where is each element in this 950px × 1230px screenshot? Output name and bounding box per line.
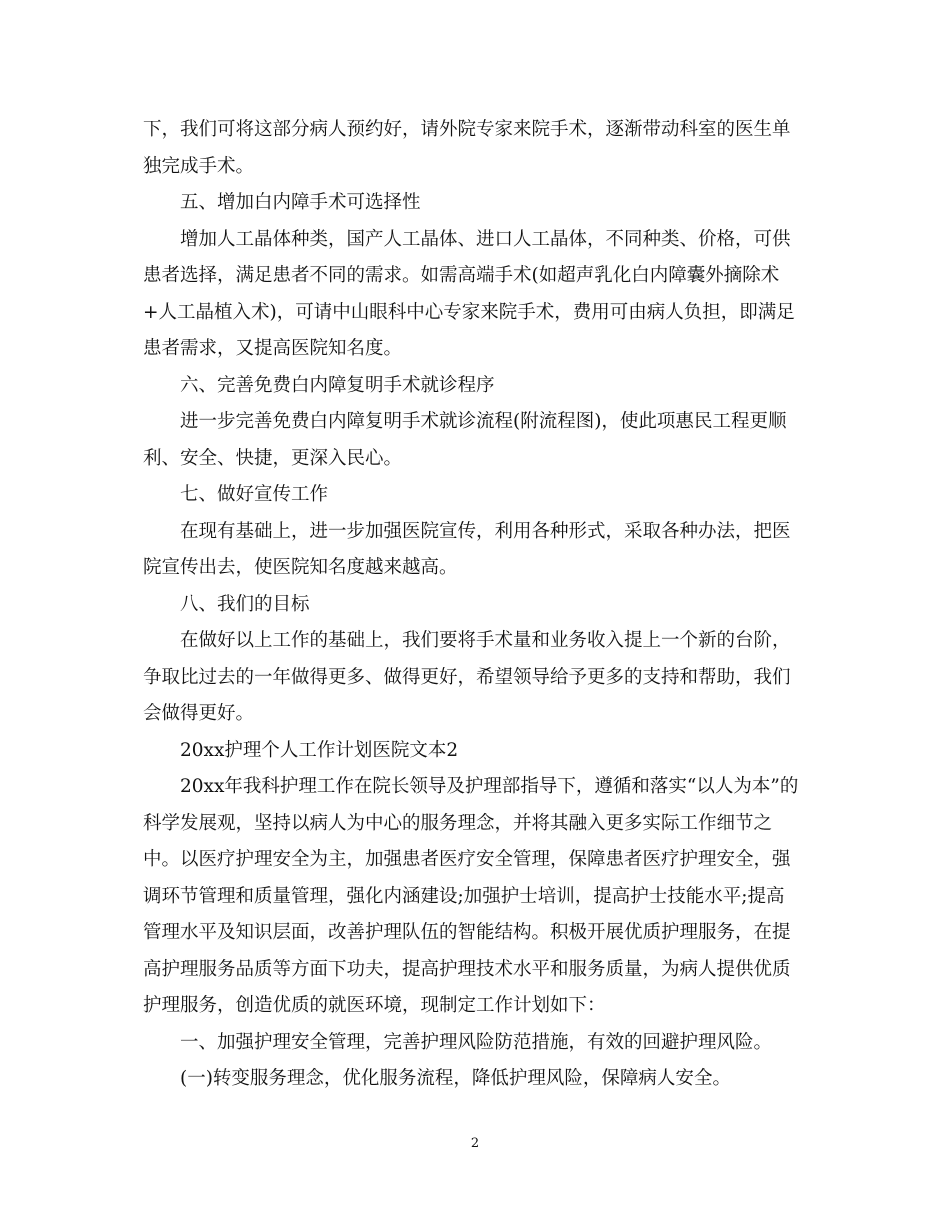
document-body [143, 112, 803, 1098]
text-line: 调环节管理和质量管理，强化内涵建设;加强护士培训，提高护士技能水平;提高 [143, 885, 785, 907]
text-line: 护理服务，创造优质的就医环境，现制定工作计划如下： [143, 995, 606, 1016]
text-line: 20xx护理个人工作计划医院文本2 [180, 739, 459, 761]
text-line: 管理水平及知识层面，改善护理队伍的智能结构。积极开展优质护理服务，在提 [143, 922, 791, 943]
text-line: 在现有基础上，进一步加强医院宣传，利用各种形式，采取各种办法，把医 [180, 520, 791, 542]
text-line: 独完成手术。 [143, 155, 255, 177]
text-line: 下，我们可将这部分病人预约好，请外院专家来院手术，逐渐带动科室的医生单 [143, 119, 791, 140]
text-line: 争取比过去的一年做得更多、做得更好，希望领导给予更多的支持和帮助，我们 [143, 666, 791, 688]
text-line: 六、完善免费白内障复明手术就诊程序 [180, 374, 495, 396]
text-line: 增加人工晶体种类，国产人工晶体、进口人工晶体，不同种类、价格，可供 [180, 228, 791, 250]
text-line: 利、安全、快捷，更深入民心。 [143, 447, 403, 469]
text-line: 科学发展观，坚持以病人为中心的服务理念，并将其融入更多实际工作细节之 [143, 812, 773, 834]
text-line: 高护理服务品质等方面下功夫，提高护理技术水平和服务质量，为病人提供优质 [143, 958, 791, 980]
text-line: 五、增加白内障手术可选择性 [180, 192, 421, 213]
text-line: 一、加强护理安全管理，完善护理风险防范措施，有效的回避护理风险。 [180, 1031, 773, 1053]
text-line: 在做好以上工作的基础上，我们要将手术量和业务收入提上一个新的台阶， [180, 630, 791, 651]
text-line: 中。以医疗护理安全为主，加强患者医疗安全管理，保障患者医疗护理安全，强 [143, 849, 791, 870]
text-line: 会做得更好。 [143, 703, 255, 724]
page-number: 2 [470, 1136, 480, 1151]
text-line: 患者选择，满足患者不同的需求。如需高端手术(如超声乳化白内障囊外摘除术 [143, 265, 780, 286]
text-line: (一)转变服务理念，优化服务流程，降低护理风险，保障病人安全。 [180, 1068, 731, 1089]
text-line: 20xx年我科护理工作在院长领导及护理部指导下，遵循和落实“以人为本”的 [180, 776, 799, 797]
text-line: 患者需求，又提高医院知名度。 [143, 338, 403, 359]
text-line: 院宣传出去，使医院知名度越来越高。 [143, 557, 458, 578]
text-line: +人工晶植入术)，可请中山眼科中心专家来院手术，费用可由病人负担，即满足 [143, 301, 795, 323]
text-line: 八、我们的目标 [180, 593, 310, 615]
text-line: 进一步完善免费白内障复明手术就诊流程(附流程图)，使此项惠民工程更顺 [180, 411, 787, 432]
text-line: 七、做好宣传工作 [180, 484, 329, 505]
